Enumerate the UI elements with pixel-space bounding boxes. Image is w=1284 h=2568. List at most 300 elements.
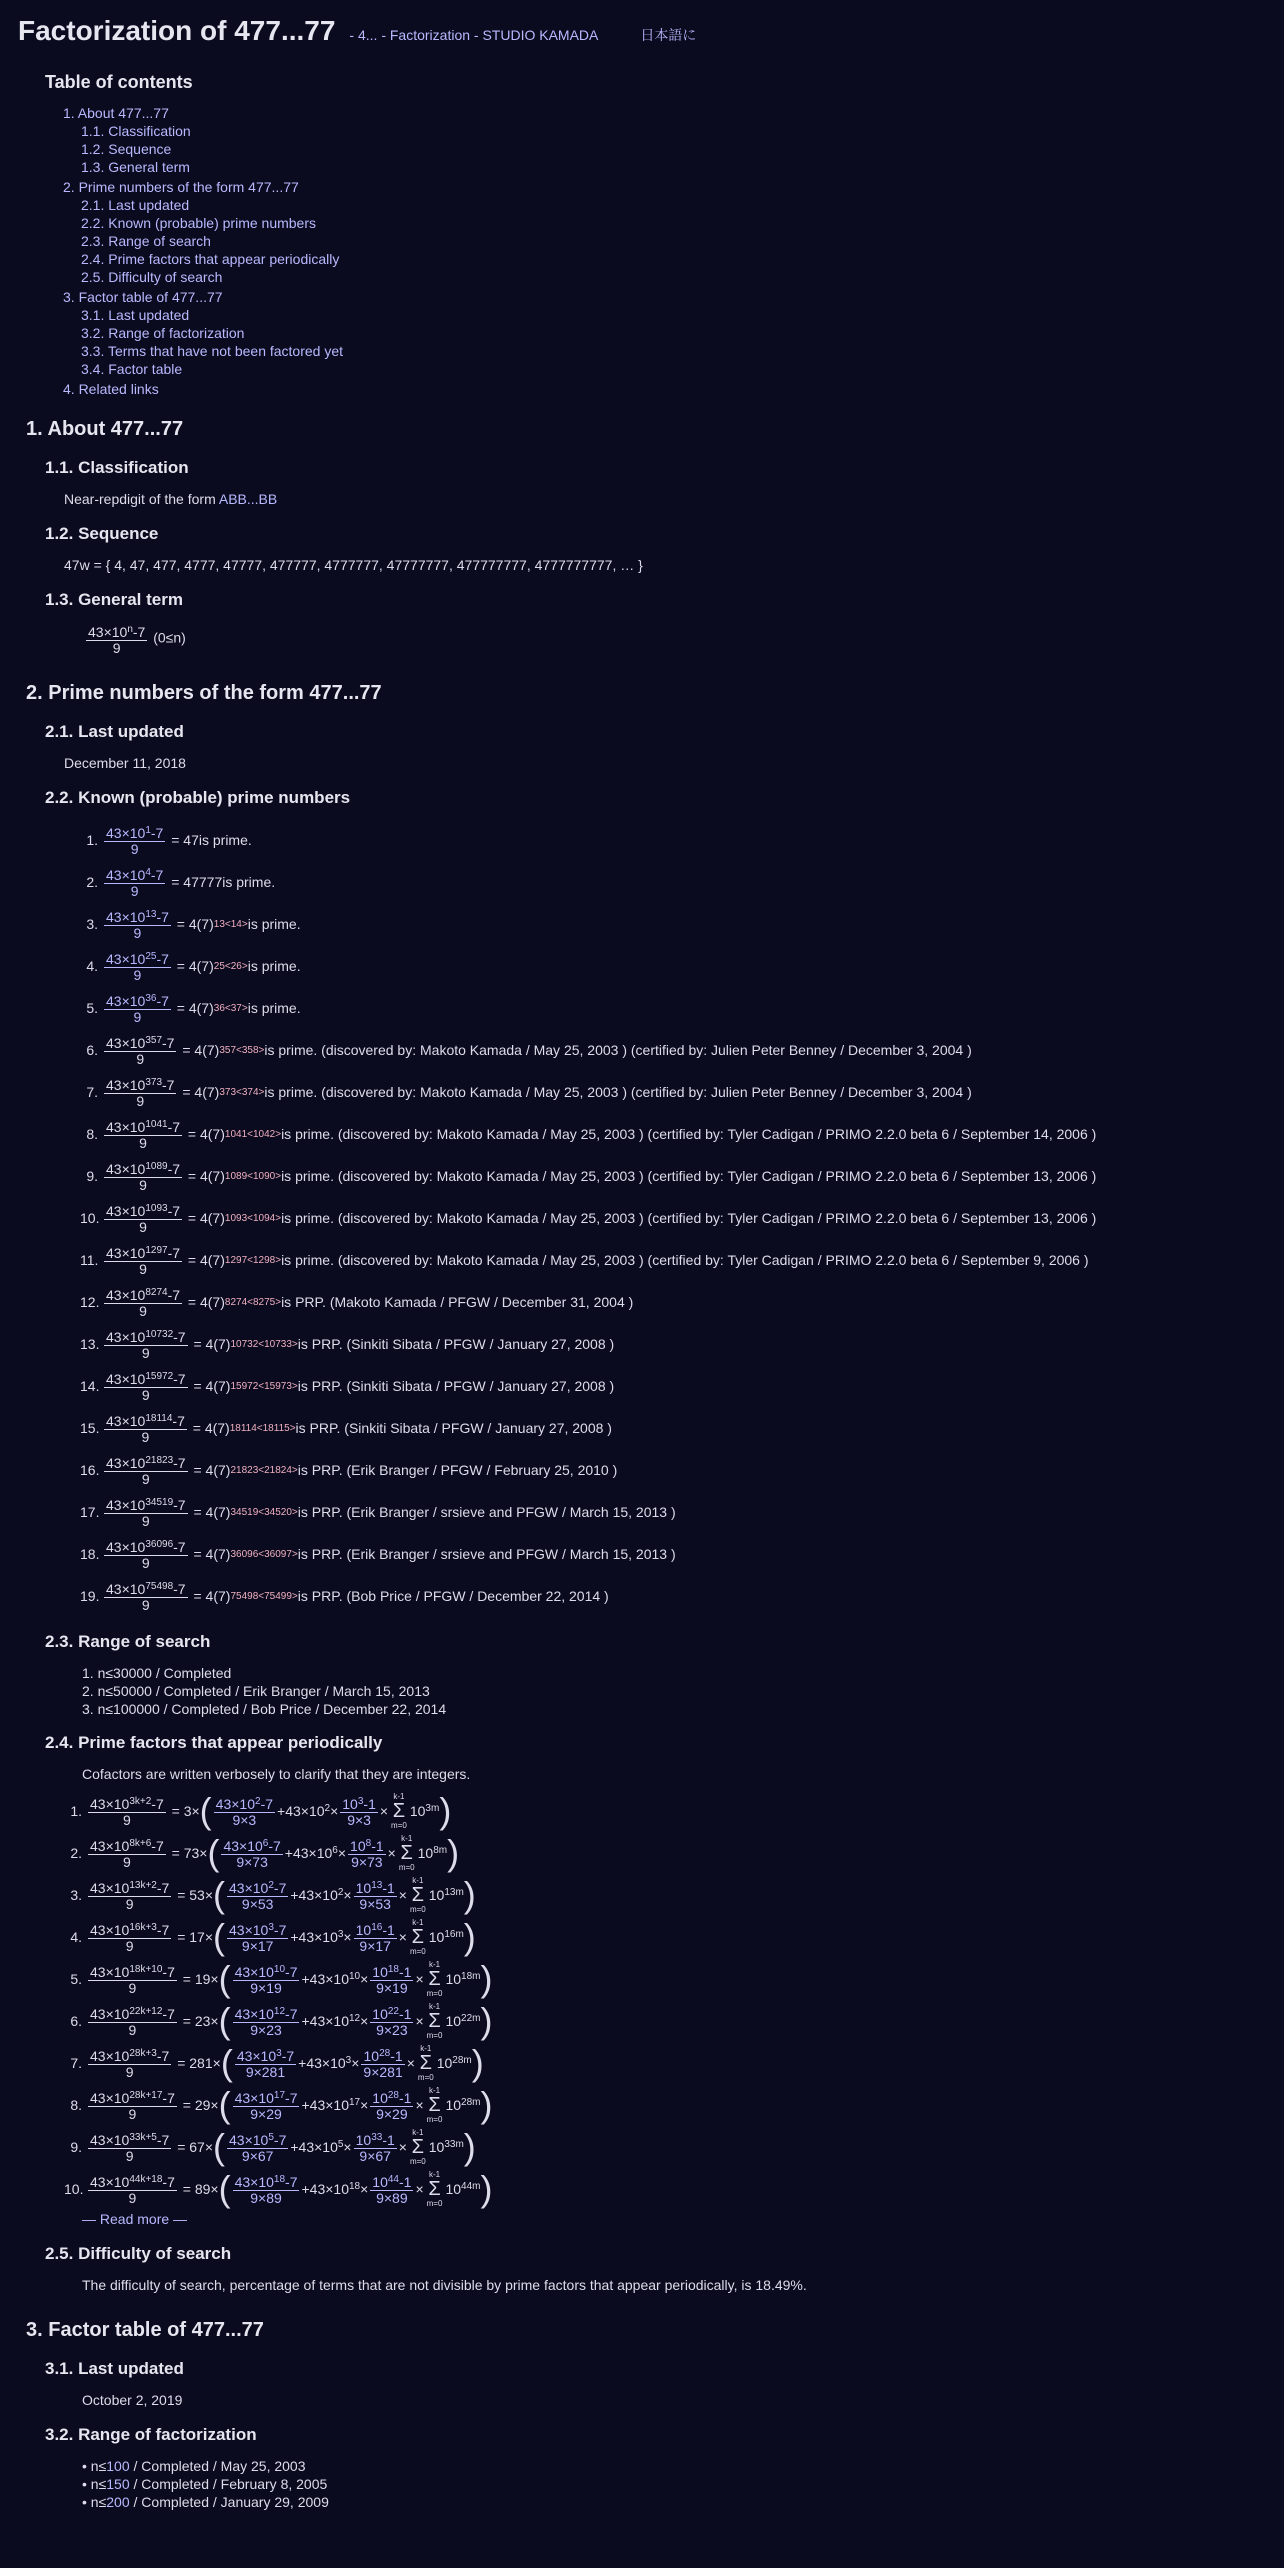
periodic-index: 8. [70, 2096, 82, 2113]
section-3-heading: 3. Factor table of 477...77 [26, 2318, 264, 2341]
prime-row [80, 819, 1266, 861]
prime-row [80, 1239, 1266, 1281]
range-item: 1. n≤30000 / Completed [82, 1665, 232, 1682]
classification-heading: 1.1. Classification [45, 458, 189, 478]
prime-index: 4. [86, 958, 98, 974]
prime-note: is prime. (discovered by: Makoto Kamada / May 25, 2003 ) (certified by: Julien Peter Benney / December 3, 2004 ) [264, 1084, 972, 1100]
classification-link[interactable]: ABB...BB [218, 491, 278, 508]
prime-row [80, 1491, 1266, 1533]
fraction: $\frac{43\times 10^{33k+5}-7}{9}$ [90, 2132, 170, 2165]
prime-fraction: $\frac{43\times 10^{21823}-7}{9}$ [106, 1455, 186, 1488]
prime-row [80, 1281, 1266, 1323]
prime-note: is PRP. (Bob Price / PFGW / December 22, 2014 ) [297, 1588, 609, 1604]
fraction[interactable]: $\frac{10^{13}-1}{9\times 53}$ [355, 1880, 395, 1913]
left-paren: ( [218, 2084, 231, 2126]
prime-note: is PRP. (Sinkiti Sibata / PFGW / January 27, 2008 ) [295, 1420, 612, 1436]
prime-row [80, 1071, 1266, 1113]
prime-note: is prime. (discovered by: Makoto Kamada / May 25, 2003 ) (certified by: Tyler Cadigan / PRIMO 2.2.0 beta 6 / September 14, 2006 ) [281, 1126, 1097, 1142]
prime-index: 19. [80, 1588, 100, 1604]
prime-note: is PRP. (Erik Branger / srsieve and PFGW / March 15, 2013 ) [297, 1546, 676, 1562]
multiplier: = 29× [178, 2096, 219, 2113]
times: × [415, 1970, 424, 1987]
periodic-row [64, 2126, 1266, 2168]
prime-index: 9. [86, 1168, 98, 1184]
times: × [387, 1844, 396, 1861]
toc-heading: Table of contents [45, 71, 193, 92]
prime-row [80, 1197, 1266, 1239]
prime-fraction[interactable]: $\frac{43\times 10^{25}-7}{9}$ [106, 951, 169, 984]
right-paren: ) [471, 2042, 484, 2084]
prime-digits: 36<37> [213, 1002, 248, 1014]
sum-icon: k-1 Σ m=0 [398, 1834, 415, 1873]
toc-subitem [81, 122, 1266, 140]
power-term: $10^{13m}$ [428, 1886, 464, 1903]
prime-fraction: $\frac{43\times 10^{15972}-7}{9}$ [106, 1371, 186, 1404]
prime-fraction: $\frac{43\times 10^{34519}-7}{9}$ [106, 1497, 186, 1530]
toc-list [45, 104, 1266, 398]
factor-range-link[interactable]: 100 [106, 2457, 130, 2474]
right-paren: ) [480, 2084, 493, 2126]
fraction[interactable]: $\frac{43\times 10^{18}-7}{9\times 89}$ [234, 2174, 298, 2207]
prime-digits: 15972<15973> [230, 1380, 298, 1392]
right-paren: ) [447, 1832, 460, 1874]
prime-value: = 4(7) [189, 1588, 231, 1604]
fraction[interactable]: $\frac{43\times 10^2-7}{9\times 53}$ [229, 1880, 287, 1913]
prime-digits: 357<358> [219, 1044, 265, 1056]
periodic-row [64, 2042, 1266, 2084]
factor-range-item: • n≤200 / Completed / January 29, 2009 [82, 2493, 329, 2510]
prime-value: = 47777 [167, 874, 223, 890]
sequence-heading: 1.2. Sequence [45, 523, 159, 543]
prime-digits: 34519<34520> [230, 1506, 298, 1518]
middle-term: $+43\times 10^5\times$ [290, 2138, 352, 2155]
read-more-link[interactable]: — Read more — [82, 2211, 188, 2228]
power-term: $10^{28m}$ [436, 2054, 472, 2071]
general-term-fraction: $\frac{43\times 10^n-7}{9}$ [88, 623, 146, 656]
prime-digits: 1089<1090> [224, 1170, 282, 1182]
right-paren: ) [463, 1874, 476, 1916]
periodic-index: 7. [70, 2054, 82, 2071]
fraction[interactable]: $\frac{43\times 10^{17}-7}{9\times 29}$ [234, 2090, 298, 2123]
prime-row [80, 945, 1266, 987]
toc-link[interactable]: 3.4. Factor table [81, 361, 183, 378]
times: × [406, 2054, 415, 2071]
known-primes-heading: 2.2. Known (probable) prime numbers [45, 787, 351, 807]
prime-value: = 4(7) [184, 1210, 225, 1226]
prime-note: is prime. [198, 832, 252, 848]
sum-icon: k-1 Σ m=0 [409, 1918, 426, 1957]
times: × [398, 1886, 407, 1903]
prime-digits: 1297<1298> [224, 1254, 282, 1266]
power-term: $10^{22m}$ [445, 2012, 481, 2029]
prime-note: is prime. (discovered by: Makoto Kamada / May 25, 2003 ) (certified by: Julien Peter Benney / December 3, 2004 ) [264, 1042, 972, 1058]
prime-index: 13. [80, 1336, 100, 1352]
periodic-row [64, 2084, 1266, 2126]
sum-icon: k-1 Σ m=0 [409, 1876, 426, 1915]
fraction[interactable]: $\frac{10^{28}-1}{9\times 281}$ [363, 2048, 403, 2081]
fraction[interactable]: $\frac{10^8-1}{9\times 73}$ [350, 1838, 384, 1871]
classification-text: Near-repdigit of the form ABB...BB [64, 491, 278, 508]
periodic-index: 4. [70, 1928, 82, 1945]
left-paren: ( [218, 2168, 231, 2210]
prime-fraction: $\frac{43\times 10^{36096}-7}{9}$ [106, 1539, 186, 1572]
prime-note: is prime. [247, 958, 301, 974]
prime-fraction: $\frac{43\times 10^{1041}-7}{9}$ [106, 1119, 181, 1152]
prime-index: 11. [80, 1252, 99, 1268]
left-paren: ( [213, 2126, 226, 2168]
table-of-contents [45, 70, 1266, 398]
times: × [398, 1928, 407, 1945]
toc-link[interactable]: 3.3. Terms that have not been factored yet [81, 343, 344, 360]
fraction: $\frac{43\times 10^{3k+2}-7}{9}$ [90, 1796, 164, 1829]
prime-index: 15. [80, 1420, 100, 1436]
prime-digits: 1041<1042> [224, 1128, 282, 1140]
prime-digits: 21823<21824> [230, 1464, 298, 1476]
prime-digits: 25<26> [213, 960, 248, 972]
factor-last-updated-text: October 2, 2019 [82, 2391, 183, 2408]
middle-term: $+43\times 10^{18}\times$ [301, 2180, 369, 2197]
prime-digits: 1093<1094> [224, 1212, 282, 1224]
toc-subitem [81, 158, 1266, 176]
prime-fraction: $\frac{43\times 10^{8274}-7}{9}$ [106, 1287, 181, 1320]
range-of-factorization-heading: 3.2. Range of factorization [45, 2424, 257, 2444]
periodic-row [64, 2168, 1266, 2210]
middle-term: $+43\times 10^6\times$ [284, 1844, 347, 1861]
fraction[interactable]: $\frac{10^{16}-1}{9\times 17}$ [355, 1922, 395, 1955]
prime-note: is PRP. (Makoto Kamada / PFGW / December 31, 2004 ) [281, 1294, 634, 1310]
middle-term: $+43\times 10^2\times$ [277, 1802, 339, 1819]
power-term: $10^{3m}$ [409, 1802, 440, 1819]
prime-note: is prime. [247, 916, 301, 932]
prime-note: is prime. [247, 1000, 301, 1016]
factor-range-item: • n≤100 / Completed / May 25, 2003 [82, 2457, 306, 2474]
periodic-row [64, 2000, 1266, 2042]
toc-subitem [81, 232, 1266, 250]
multiplier: = 89× [178, 2180, 219, 2197]
prime-fraction[interactable]: $\frac{43\times 10^{36}-7}{9}$ [106, 993, 169, 1026]
prime-row [80, 1449, 1266, 1491]
toc-link[interactable]: 4. Related links [63, 381, 159, 398]
prime-fraction: $\frac{43\times 10^{1089}-7}{9}$ [106, 1161, 181, 1194]
prime-value: = 4(7) [178, 1042, 220, 1058]
sum-icon: k-1 Σ m=0 [426, 1960, 443, 1999]
middle-term: $+43\times 10^3\times$ [298, 2054, 360, 2071]
prime-index: 3. [86, 916, 98, 932]
fraction[interactable]: $\frac{10^{44}-1}{9\times 89}$ [372, 2174, 412, 2207]
prime-note: is prime. (discovered by: Makoto Kamada / May 25, 2003 ) (certified by: Tyler Cadigan / PRIMO 2.2.0 beta 6 / September 13, 2006 ) [281, 1210, 1097, 1226]
header [18, 12, 1266, 50]
periodic-factors-heading: 2.4. Prime factors that appear periodically [45, 1733, 383, 1753]
power-term: $10^{16m}$ [428, 1928, 464, 1945]
periodic-row [64, 1916, 1266, 1958]
toc-link[interactable]: 3. Factor table of 477...77 [63, 289, 223, 306]
left-paren: ( [207, 1832, 220, 1874]
left-paren: ( [199, 1790, 212, 1832]
prime-fraction: $\frac{43\times 10^{75498}-7}{9}$ [106, 1581, 186, 1614]
periodic-index: 5. [70, 1970, 82, 1987]
sum-icon: k-1 Σ m=0 [426, 2086, 443, 2125]
toc-subitem [81, 250, 1266, 268]
prime-fraction: $\frac{43\times 10^{1093}-7}{9}$ [106, 1203, 181, 1236]
toc-link[interactable]: 2.2. Known (probable) prime numbers [81, 215, 317, 232]
prime-note: is prime. (discovered by: Makoto Kamada / May 25, 2003 ) (certified by: Tyler Cadigan / PRIMO 2.2.0 beta 6 / September 13, 2006 ) [281, 1168, 1097, 1184]
times: × [379, 1802, 389, 1819]
difficulty-heading: 2.5. Difficulty of search [45, 2244, 232, 2264]
periodic-index: 2. [70, 1844, 82, 1861]
times: × [415, 2180, 424, 2197]
prime-note: is PRP. (Erik Branger / PFGW / February 25, 2010 ) [297, 1462, 618, 1478]
sum-icon: k-1 Σ m=0 [417, 2044, 434, 2083]
prime-value: = 4(7) [172, 1000, 214, 1016]
range-item: 3. n≤100000 / Completed / Bob Price / December 22, 2014 [82, 1701, 447, 1718]
fraction[interactable]: $\frac{10^{28}-1}{9\times 29}$ [372, 2090, 412, 2123]
prime-value: = 4(7) [188, 1420, 230, 1436]
prime-value: = 4(7) [184, 1168, 225, 1184]
prime-row [80, 861, 1266, 903]
range-of-search-heading: 2.3. Range of search [45, 1632, 211, 1652]
prime-fraction: $\frac{43\times 10^{18114}-7}{9}$ [106, 1413, 185, 1446]
last-updated-heading: 2.1. Last updated [45, 721, 184, 741]
prime-index: 14. [80, 1378, 100, 1394]
toc-link[interactable]: 2.1. Last updated [81, 197, 190, 214]
multiplier: = 53× [173, 1886, 214, 1903]
breadcrumb[interactable]: - 4... - Factorization - STUDIO KAMADA [349, 27, 599, 43]
prime-digits: 13<14> [213, 918, 248, 930]
factor-last-updated-heading: 3.1. Last updated [45, 2358, 184, 2378]
prime-value: = 4(7) [184, 1126, 225, 1142]
sum-icon: k-1 Σ m=0 [426, 2170, 443, 2209]
toc-subitem [81, 342, 1266, 360]
fraction[interactable]: $\frac{43\times 10^{10}-7}{9\times 19}$ [234, 1964, 298, 1997]
left-paren: ( [218, 1958, 231, 2000]
prime-value: = 4(7) [189, 1504, 231, 1520]
periodic-row [64, 1790, 1266, 1832]
middle-term: $+43\times 10^{17}\times$ [301, 2096, 369, 2113]
left-paren: ( [213, 1874, 226, 1916]
toc-subitem [81, 360, 1266, 378]
power-term: $10^{44m}$ [445, 2180, 481, 2197]
prime-row [80, 1575, 1266, 1617]
toc-link[interactable]: 3.2. Range of factorization [81, 325, 245, 342]
periodic-index: 10. [64, 2180, 84, 2197]
right-paren: ) [439, 1790, 452, 1832]
prime-value: = 4(7) [172, 916, 214, 932]
prime-note: is PRP. (Sinkiti Sibata / PFGW / January 27, 2008 ) [297, 1336, 615, 1352]
prime-fraction: $\frac{43\times 10^{10732}-7}{9}$ [106, 1329, 186, 1362]
last-updated-text: December 11, 2018 [64, 754, 186, 771]
toc-subitem [81, 306, 1266, 324]
power-term: $10^{8m}$ [417, 1844, 448, 1861]
fraction: $\frac{43\times 10^{8k+6}-7}{9}$ [90, 1838, 164, 1871]
fraction[interactable]: $\frac{43\times 10^{12}-7}{9\times 23}$ [234, 2006, 298, 2039]
times: × [415, 2096, 424, 2113]
sum-icon: k-1 Σ m=0 [426, 2002, 443, 2041]
prime-index: 1. [86, 832, 98, 848]
multiplier: = 67× [173, 2138, 214, 2155]
right-paren: ) [463, 1916, 476, 1958]
toc-link[interactable]: 2. Prime numbers of the form 477...77 [63, 179, 299, 196]
prime-row [80, 903, 1266, 945]
toc-subitem [81, 214, 1266, 232]
multiplier: = 17× [173, 1928, 214, 1945]
prime-index: 7. [86, 1084, 98, 1100]
right-paren: ) [480, 1958, 493, 2000]
prime-row [80, 1407, 1266, 1449]
prime-value: = 47 [167, 832, 199, 848]
left-paren: ( [213, 1916, 226, 1958]
toc-subitem [81, 268, 1266, 286]
prime-digits: 373<374> [219, 1086, 265, 1098]
prime-row [80, 1113, 1266, 1155]
right-paren: ) [463, 2126, 476, 2168]
prime-value: = 4(7) [189, 1378, 231, 1394]
sequence-text: 47w = { 4, 47, 477, 4777, 47777, 477777, 4777777, 47777777, 477777777, 4777777777, … } [64, 556, 643, 573]
multiplier: = 73× [167, 1844, 208, 1861]
toc-link[interactable]: 2.5. Difficulty of search [81, 269, 223, 286]
prime-fraction: $\frac{43\times 10^{357}-7}{9}$ [106, 1035, 175, 1068]
sum-icon: k-1 Σ m=0 [391, 1792, 407, 1831]
middle-term: $+43\times 10^{10}\times$ [301, 1970, 369, 1987]
fraction[interactable]: $\frac{43\times 10^6-7}{9\times 73}$ [223, 1838, 281, 1871]
power-term: $10^{18m}$ [445, 1970, 481, 1987]
section-1-heading: 1. About 477...77 [26, 418, 184, 441]
toc-subitem [81, 196, 1266, 214]
periodic-factors-list [64, 1790, 1266, 2210]
prime-value: = 4(7) [184, 1252, 225, 1268]
fraction[interactable]: $\frac{10^{22}-1}{9\times 23}$ [372, 2006, 412, 2039]
prime-row [80, 1365, 1266, 1407]
toc-link[interactable]: 2.3. Range of search [81, 233, 211, 250]
fraction[interactable]: $\frac{43\times 10^5-7}{9\times 67}$ [229, 2132, 287, 2165]
prime-row [80, 1323, 1266, 1365]
left-paren: ( [218, 2000, 231, 2042]
toc-link[interactable]: 1.3. General term [81, 159, 190, 176]
periodic-row [64, 1958, 1266, 2000]
prime-value: = 4(7) [189, 1462, 231, 1478]
power-term: $10^{28m}$ [445, 2096, 481, 2113]
fraction: $\frac{43\times 10^{28k+3}-7}{9}$ [90, 2048, 170, 2081]
prime-index: 17. [80, 1504, 100, 1520]
fraction: $\frac{43\times 10^{28k+17}-7}{9}$ [90, 2090, 175, 2123]
prime-index: 12. [80, 1294, 100, 1310]
range-of-factorization-list [82, 2457, 1266, 2511]
known-primes-list [80, 819, 1266, 1617]
right-paren: ) [480, 2168, 493, 2210]
prime-index: 5. [86, 1000, 98, 1016]
prime-index: 6. [86, 1042, 98, 1058]
power-term: $10^{33m}$ [428, 2138, 464, 2155]
fraction[interactable]: $\frac{43\times 10^3-7}{9\times 281}$ [236, 2048, 295, 2081]
prime-value: = 4(7) [172, 958, 214, 974]
toc-link[interactable]: 1.2. Sequence [81, 141, 172, 158]
periodic-index: 6. [70, 2012, 82, 2029]
toc-item [63, 178, 1266, 196]
right-paren: ) [480, 2000, 493, 2042]
prime-index: 18. [80, 1546, 100, 1562]
range-of-search-list [82, 1664, 1266, 1718]
fraction[interactable]: $\frac{43\times 10^3-7}{9\times 17}$ [229, 1922, 287, 1955]
prime-fraction: $\frac{43\times 10^{1297}-7}{9}$ [106, 1245, 181, 1278]
toc-subitem [81, 140, 1266, 158]
page-title: Factorization of 477...77 [18, 15, 336, 46]
language-link[interactable]: 日本語に [640, 27, 697, 43]
periodic-index: 1. [70, 1802, 82, 1819]
prime-note: is PRP. (Sinkiti Sibata / PFGW / January 27, 2008 ) [297, 1378, 615, 1394]
prime-note: is PRP. (Erik Branger / srsieve and PFGW / March 15, 2013 ) [297, 1504, 676, 1520]
periodic-index: 3. [70, 1886, 82, 1903]
fraction[interactable]: $\frac{10^{18}-1}{9\times 19}$ [372, 1964, 412, 1997]
prime-fraction[interactable]: $\frac{43\times 10^{13}-7}{9}$ [106, 909, 169, 942]
general-term-heading: 1.3. General term [45, 589, 183, 609]
times: × [398, 2138, 407, 2155]
prime-row [80, 1533, 1266, 1575]
prime-index: 16. [80, 1462, 100, 1478]
multiplier: = 281× [173, 2054, 221, 2071]
prime-fraction[interactable]: $\frac{43\times 10^1-7}{9}$ [106, 825, 164, 858]
prime-value: = 4(7) [189, 1546, 231, 1562]
fraction: $\frac{43\times 10^{16k+3}-7}{9}$ [90, 1922, 170, 1955]
periodic-row [64, 1832, 1266, 1874]
prime-fraction: $\frac{43\times 10^{373}-7}{9}$ [106, 1077, 175, 1110]
multiplier: = 23× [178, 2012, 219, 2029]
factor-range-item: • n≤150 / Completed / February 8, 2005 [82, 2475, 328, 2492]
prime-digits: 75498<75499> [230, 1590, 298, 1602]
prime-digits: 18114<18115> [229, 1422, 296, 1434]
fraction: $\frac{43\times 10^{22k+12}-7}{9}$ [90, 2006, 175, 2039]
fraction: $\frac{43\times 10^{44k+18}-7}{9}$ [90, 2174, 175, 2207]
fraction: $\frac{43\times 10^{13k+2}-7}{9}$ [90, 1880, 170, 1913]
prime-digits: 36096<36097> [230, 1548, 298, 1560]
difficulty-text: The difficulty of search, percentage of terms that are not divisible by prime factors that appear periodically, is 18.49%. [82, 2277, 807, 2294]
prime-row [80, 1155, 1266, 1197]
factor-range-link[interactable]: 150 [106, 2475, 130, 2492]
prime-digits: 8274<8275> [224, 1296, 282, 1308]
fraction[interactable]: $\frac{43\times 10^2-7}{9\times 3}$ [215, 1796, 274, 1829]
prime-index: 2. [86, 874, 98, 890]
toc-link[interactable]: 3.1. Last updated [81, 307, 190, 324]
toc-subitem [81, 324, 1266, 342]
toc-link[interactable]: 1.1. Classification [81, 123, 191, 140]
prime-row [80, 1029, 1266, 1071]
toc-item [63, 104, 1266, 122]
prime-index: 8. [86, 1126, 98, 1142]
fraction[interactable]: $\frac{10^{33}-1}{9\times 67}$ [355, 2132, 395, 2165]
toc-link[interactable]: 1. About 477...77 [63, 105, 169, 122]
middle-term: $+43\times 10^{12}\times$ [301, 2012, 369, 2029]
sum-icon: k-1 Σ m=0 [409, 2128, 426, 2167]
periodic-index: 9. [70, 2138, 82, 2155]
periodic-intro: Cofactors are written verbosely to clarify that they are integers. [82, 1766, 471, 1783]
middle-term: $+43\times 10^3\times$ [290, 1928, 352, 1945]
toc-item [63, 380, 1266, 398]
left-paren: ( [220, 2042, 233, 2084]
range-item: 2. n≤50000 / Completed / Erik Branger / March 15, 2013 [82, 1683, 430, 1700]
toc-item [63, 288, 1266, 306]
periodic-row [64, 1874, 1266, 1916]
prime-fraction[interactable]: $\frac{43\times 10^4-7}{9}$ [106, 867, 164, 900]
prime-index: 10. [80, 1210, 100, 1226]
toc-link[interactable]: 2.4. Prime factors that appear periodically [81, 251, 340, 268]
fraction[interactable]: $\frac{10^3-1}{9\times 3}$ [342, 1796, 376, 1829]
prime-note: is prime. [222, 874, 276, 890]
multiplier: = 3× [167, 1802, 200, 1819]
middle-term: $+43\times 10^2\times$ [290, 1886, 352, 1903]
factor-range-link[interactable]: 200 [106, 2493, 130, 2510]
fraction: $\frac{43\times 10^{18k+10}-7}{9}$ [90, 1964, 175, 1997]
times: × [415, 2012, 424, 2029]
prime-note: is prime. (discovered by: Makoto Kamada / May 25, 2003 ) (certified by: Tyler Cadigan / PRIMO 2.2.0 beta 6 / September 9, 2006 ) [281, 1252, 1089, 1268]
prime-row [80, 987, 1266, 1029]
